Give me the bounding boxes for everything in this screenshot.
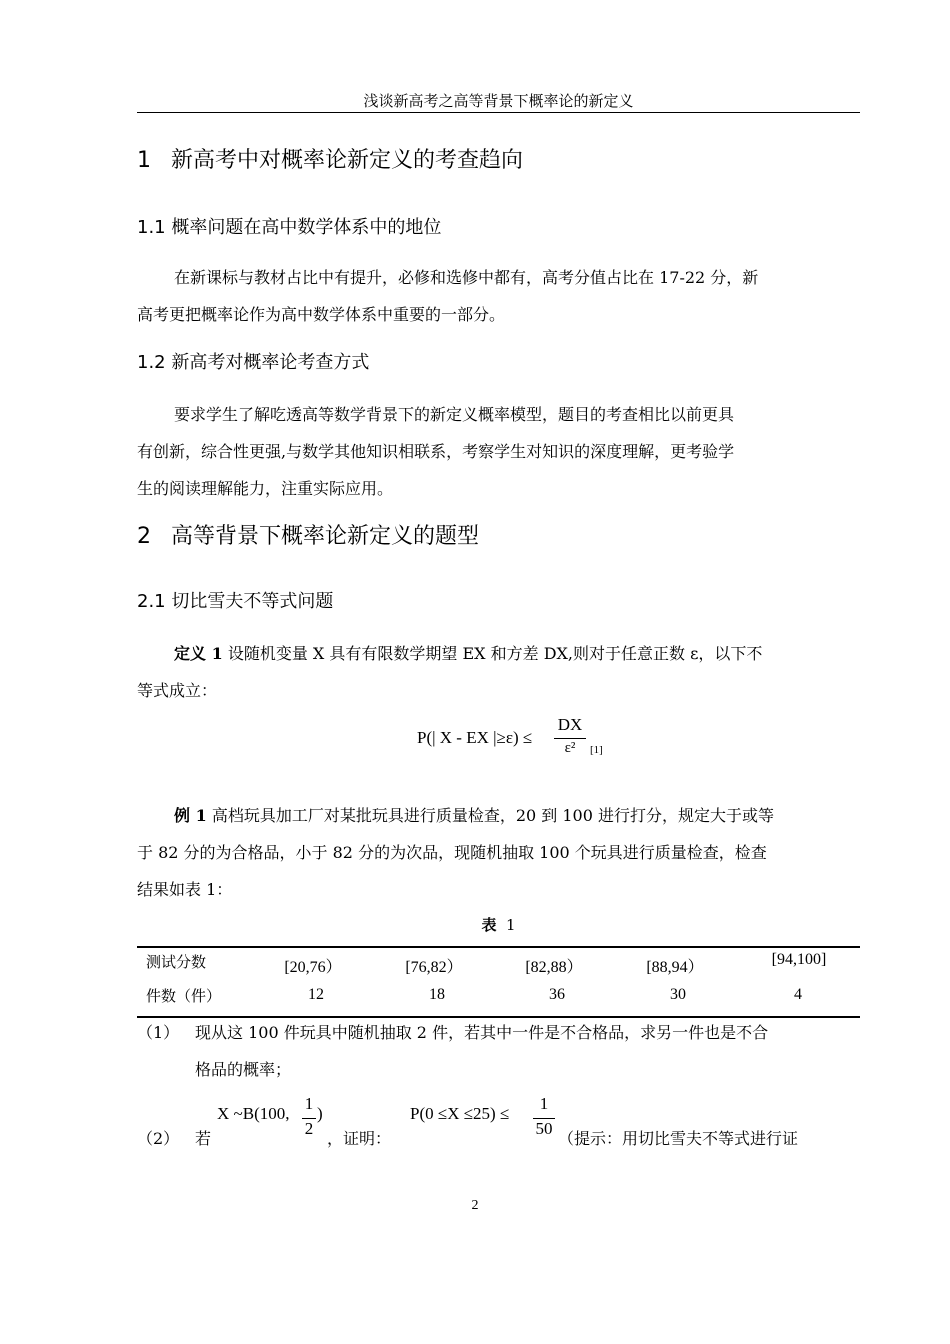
- example-text: 高档玩具加工厂对某批玩具进行质量检查，20 到 100 进行打分，规定大于或等: [211, 806, 774, 825]
- example-paragraph: [137, 797, 860, 908]
- subsection-1-1-heading: 1.1 概率问题在高中数学体系中的地位: [137, 217, 442, 238]
- half-numerator: 1: [304, 1094, 314, 1113]
- bound-denominator: 50: [535, 1119, 553, 1138]
- header-rule: [137, 112, 860, 113]
- table-cell: [76,82）: [405, 959, 463, 976]
- section-title: 新高考中对概率论新定义的考查趋向: [171, 148, 524, 173]
- paragraph-line: 有创新，综合性更强,与数学其他知识相联系，考察学生对知识的深度理解，更考验学: [137, 442, 735, 461]
- paragraph-line: 生的阅读理解能力，注重实际应用。: [137, 479, 394, 498]
- question-text: 格品的概率；: [195, 1060, 292, 1079]
- question-1: [137, 1014, 860, 1088]
- question-number: （2）: [137, 1129, 180, 1148]
- table-cell: 18: [429, 986, 445, 1003]
- table-cell: 12: [308, 986, 324, 1003]
- question-number: （1）: [137, 1023, 180, 1042]
- paragraph-line: 要求学生了解吃透高等数学背景下的新定义概率模型，题目的考查相比以前更具: [174, 405, 735, 424]
- example-label: 例 1: [174, 806, 207, 825]
- definition-label: 定义 1: [174, 644, 223, 663]
- formula-denominator: ε²: [564, 740, 576, 756]
- section-2-heading: [137, 522, 479, 552]
- paragraph-line: 在新课标与教材占比中有提升，必修和选修中都有，高考分值占比在 17-22 分，新: [174, 268, 759, 287]
- table-caption-label: 表: [481, 916, 497, 934]
- definition-text: 设随机变量 X 具有有限数学期望 EX 和方差 DX,则对于任意正数 ε，以下不: [227, 644, 763, 663]
- section-1-heading: [137, 146, 523, 176]
- citation-marker: [1]: [590, 744, 603, 756]
- table-cell: 30: [670, 986, 686, 1003]
- table-cell: [82,88）: [525, 959, 583, 976]
- row-label-counts: 件数（件）: [146, 987, 222, 1005]
- subsection-1-2-heading: 1.2 新高考对概率论考查方式: [137, 352, 370, 373]
- question-text: 若: [195, 1129, 212, 1148]
- page-number: 2: [471, 1198, 479, 1213]
- inequality-formula: P(0 ≤X ≤25) ≤: [410, 1104, 510, 1123]
- section-number: 1: [137, 148, 151, 173]
- table-cell: 36: [549, 986, 565, 1003]
- row-label-scores: 测试分数: [146, 953, 207, 971]
- formula-numerator: DX: [557, 715, 583, 734]
- paragraph-line: [137, 635, 860, 672]
- paragraph-1-2: [137, 396, 860, 507]
- binomial-close: ): [317, 1104, 323, 1123]
- question-text: 现从这 100 件玩具中随机抽取 2 件，若其中一件是不合格品，求另一件也是不合: [195, 1023, 769, 1042]
- bound-numerator: 1: [539, 1094, 549, 1113]
- table-cell: [88,94）: [646, 959, 704, 976]
- section-title: 高等背景下概率论新定义的题型: [171, 524, 480, 549]
- paragraph-line: 等式成立：: [137, 681, 218, 700]
- half-denominator: 2: [304, 1119, 314, 1138]
- table-cell: [94,100]: [771, 951, 827, 968]
- section-number: 2: [137, 524, 151, 549]
- question-text: ，证明：: [327, 1129, 392, 1148]
- table-caption: [137, 914, 860, 936]
- binomial-formula: X ~B(100,: [217, 1104, 290, 1123]
- table-caption-number: 1: [506, 916, 516, 934]
- definition-paragraph: [137, 635, 860, 709]
- paragraph-line: 高考更把概率论作为高中数学体系中重要的一部分。: [137, 305, 506, 324]
- table-cell: 4: [794, 986, 802, 1003]
- table-top-rule: [137, 946, 860, 948]
- paragraph-line: 于 82 分的为合格品，小于 82 分的为次品，现随机抽取 100 个玩具进行质量检查，检查: [137, 843, 767, 862]
- subsection-2-1-heading: 2.1 切比雪夫不等式问题: [137, 591, 334, 612]
- running-header: 浅谈新高考之高等背景下概率论的新定义: [363, 92, 634, 110]
- paragraph-line: [137, 797, 860, 834]
- paragraph-line: 结果如表 1：: [137, 880, 233, 899]
- formula-lhs: P(| X - EX |≥ε) ≤: [417, 728, 533, 747]
- fraction-bar: [554, 738, 586, 739]
- paragraph-1-1: [137, 259, 860, 333]
- question-hint: （提示：用切比雪夫不等式进行证: [558, 1129, 799, 1148]
- table-cell: [20,76）: [284, 959, 342, 976]
